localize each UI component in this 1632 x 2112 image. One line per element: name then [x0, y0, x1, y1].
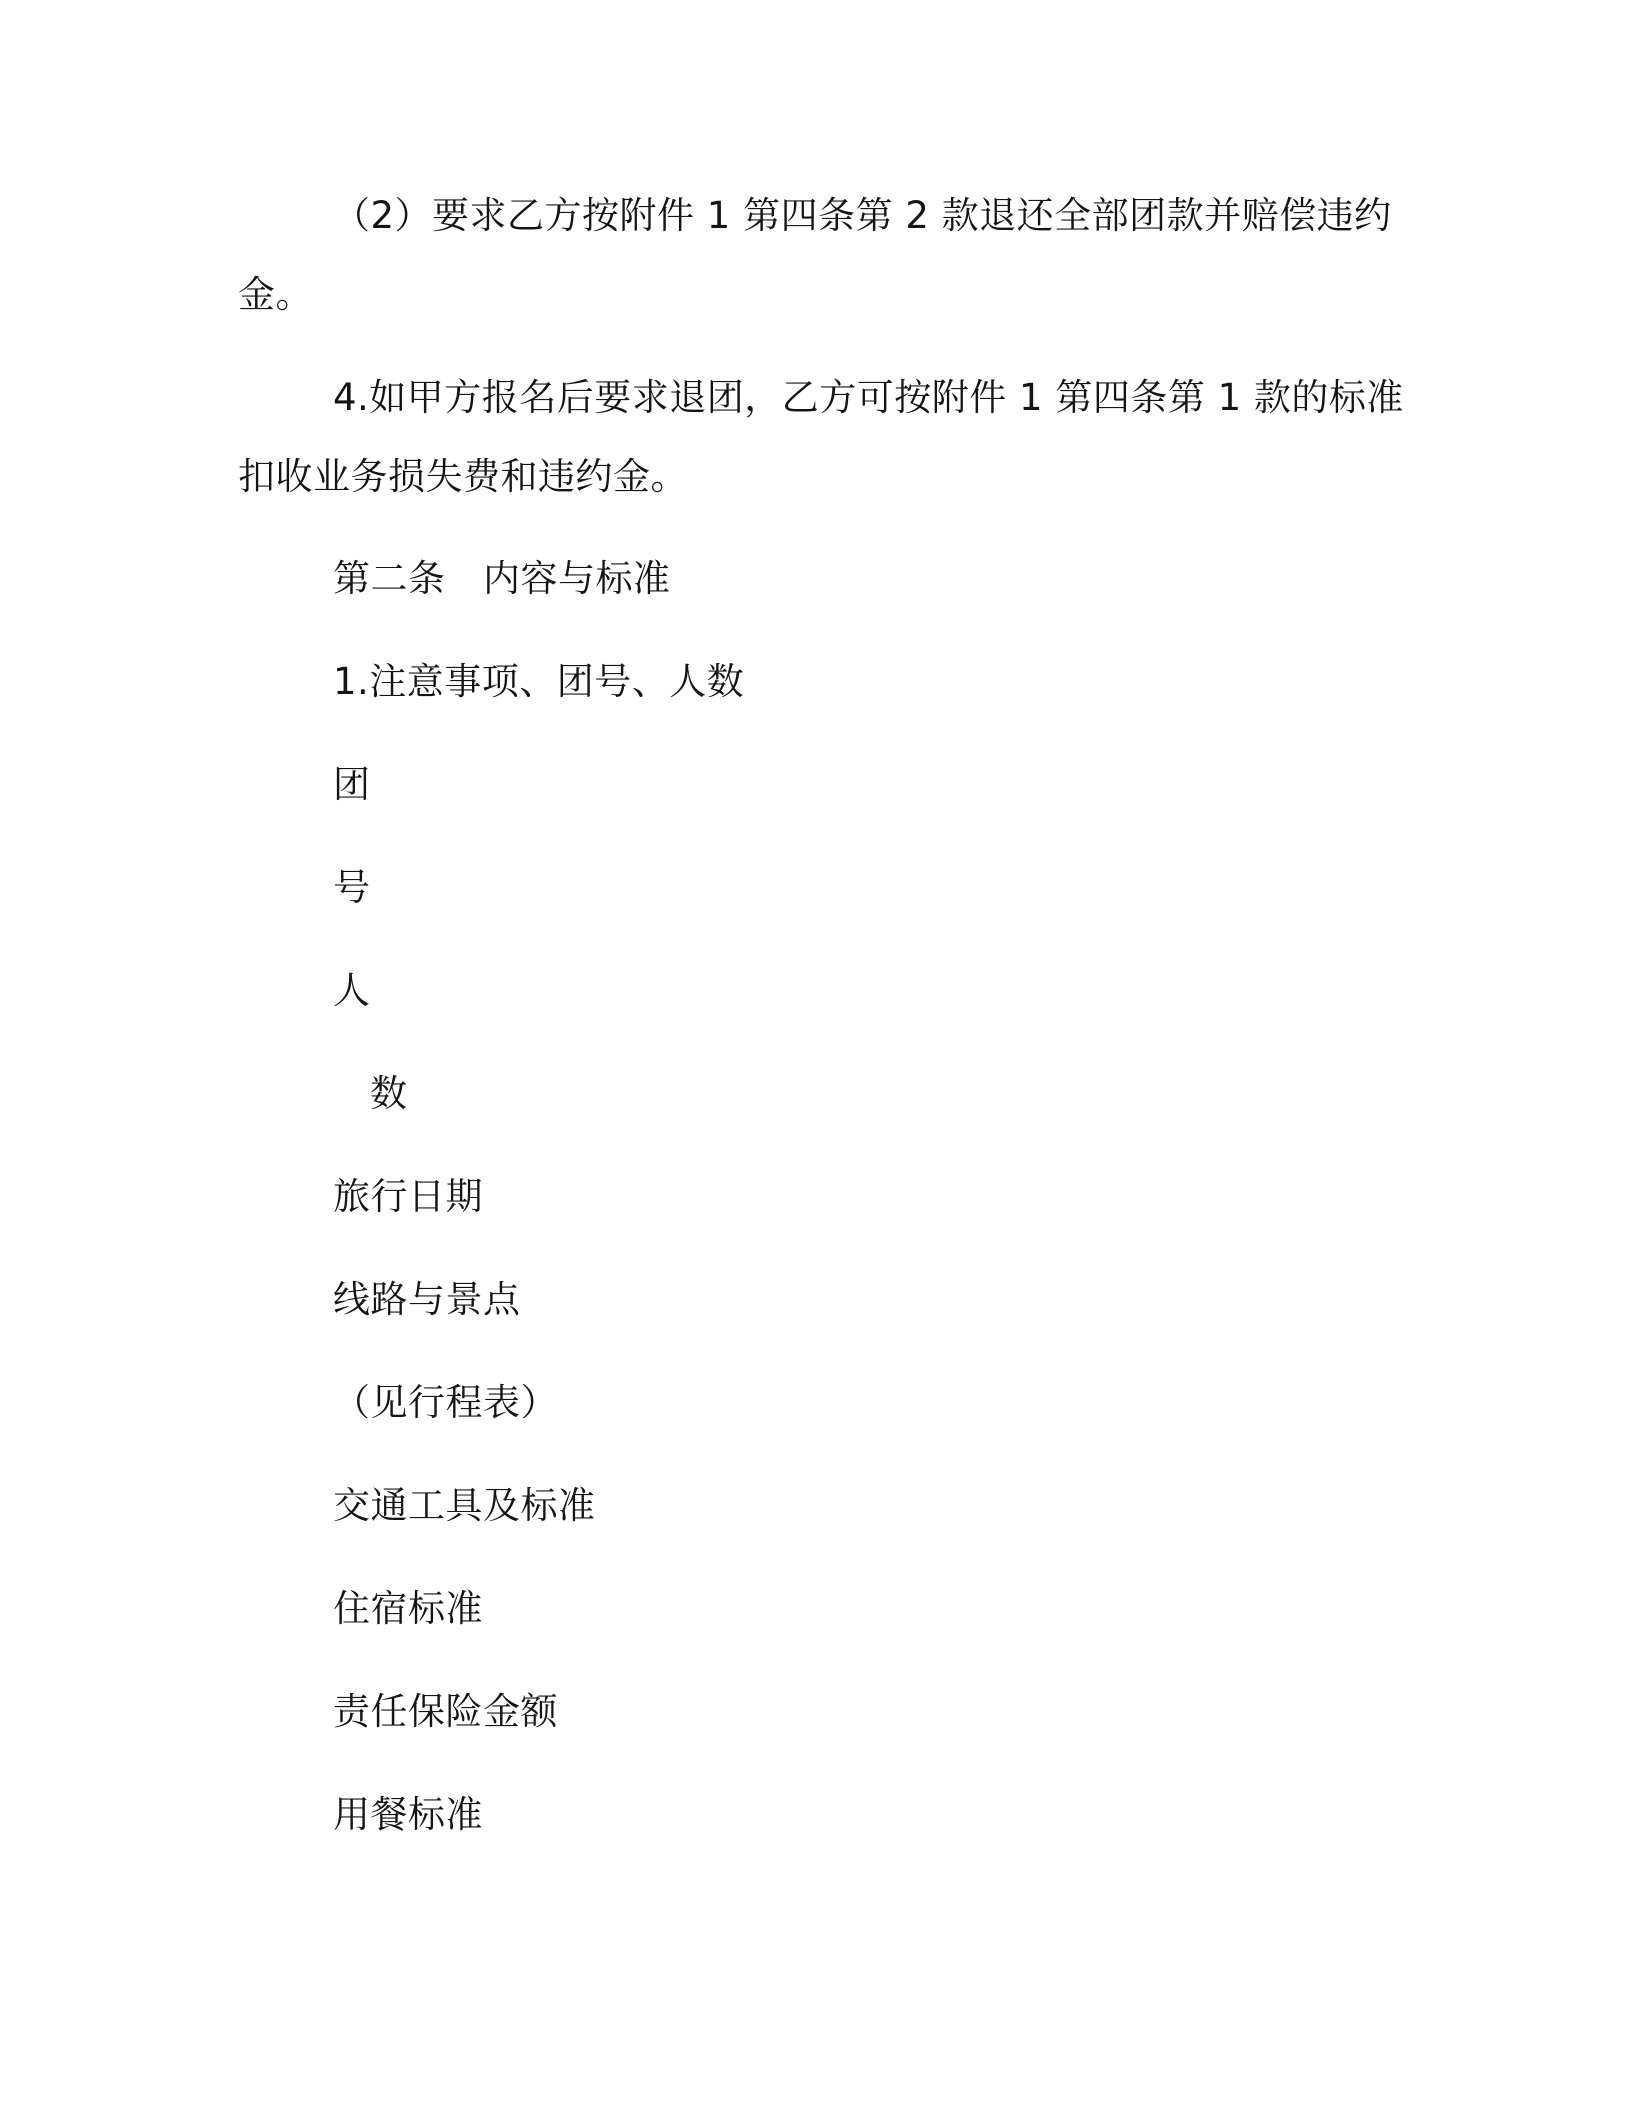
- label-accommodation: 住宿标准: [333, 1587, 483, 1630]
- paragraph-4-line-2: 扣收业务损失费和违约金。: [238, 455, 688, 498]
- label-travel-date: 旅行日期: [333, 1175, 483, 1218]
- label-tuan: 团: [333, 763, 371, 806]
- label-hao: 号: [333, 866, 371, 909]
- paragraph-4-line-1: 4.如甲方报名后要求退团，乙方可按附件 1 第四条第 1 款的标准: [333, 376, 1404, 419]
- label-route-sights: 线路与景点: [333, 1278, 521, 1321]
- paragraph-2-line-1: （2）要求乙方按附件 1 第四条第 2 款退还全部团款并赔偿违约: [333, 194, 1392, 237]
- label-insurance: 责任保险金额: [333, 1690, 558, 1733]
- label-shu: 数: [370, 1072, 408, 1115]
- label-meal: 用餐标准: [333, 1793, 483, 1836]
- section-heading: 第二条 内容与标准: [333, 557, 671, 600]
- label-transport: 交通工具及标准: [333, 1484, 596, 1527]
- label-ren: 人: [333, 969, 371, 1012]
- label-see-itinerary: （见行程表）: [333, 1381, 558, 1424]
- item-1-heading: 1.注意事项、团号、人数: [333, 660, 745, 703]
- paragraph-2-line-2: 金。: [238, 273, 313, 316]
